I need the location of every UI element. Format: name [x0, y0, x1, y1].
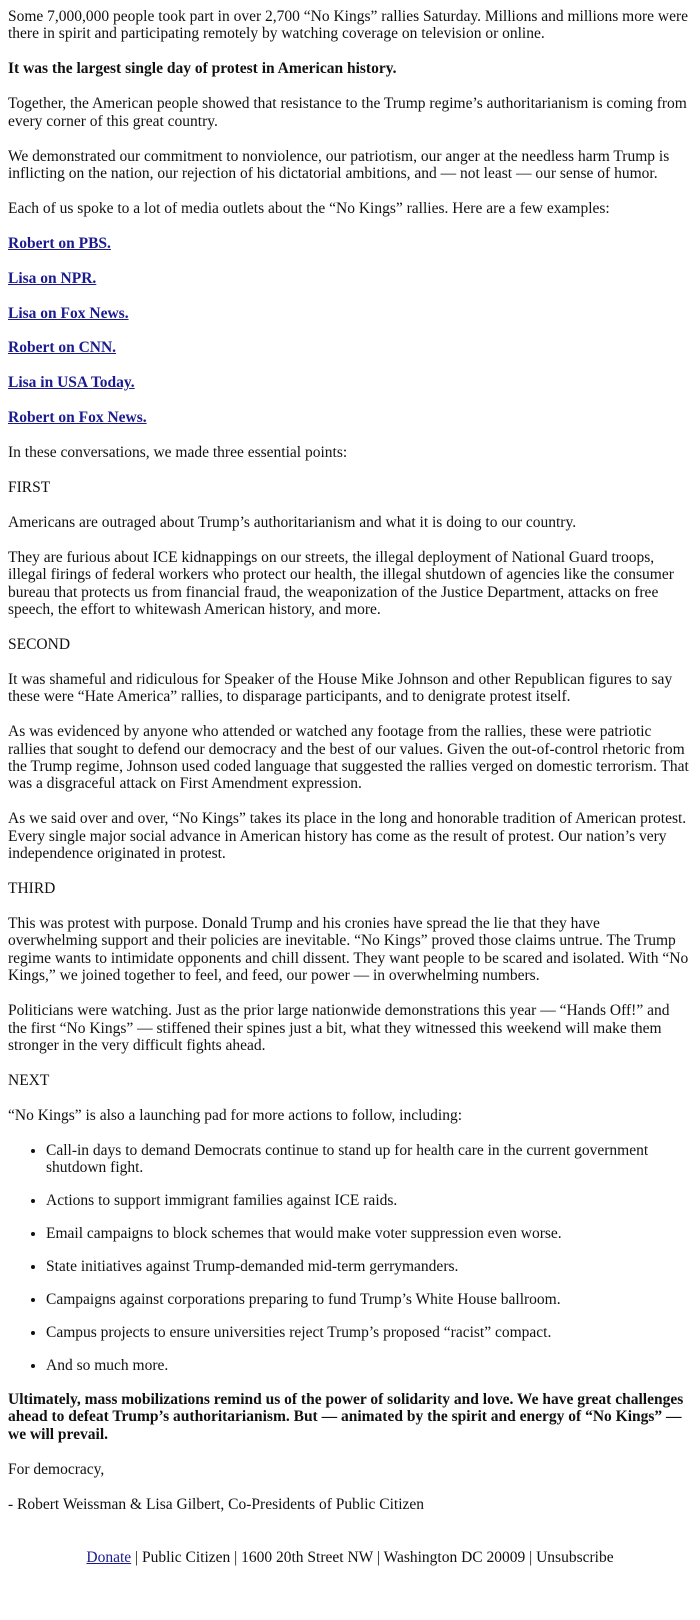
section-heading-next: NEXT	[8, 1071, 50, 1089]
closing-statement	[8, 1391, 692, 1443]
third-paragraph: This was protest with purpose. Donald Trump and his cronies have spread the lie that they have overwhelming support and their policies are inevitable. “No Kings” proved those claims untrue. The Trump regime wants to intimidate opponents and chill dissent. They want people to be scared and isolated. With “No Kings,” we joined together to feel, and feed, our power — in overwhelming numbers.	[8, 915, 689, 985]
intro-paragraph: Each of us spoke to a lot of media outlets about the “No Kings” rallies. Here are a few examples:	[8, 199, 610, 217]
footer-address: | Public Citizen | 1600 20th Street NW | Washington DC 20009 | Unsubscribe	[131, 1548, 614, 1566]
media-link-robert-pbs[interactable]: Robert on PBS.	[8, 234, 111, 252]
second-paragraph: As we said over and over, “No Kings” takes its place in the long and honorable tradition of American protest. Every single major social advance in American history has come as the result of protest. Our nation’s very independence originated in protest.	[8, 810, 687, 863]
media-link-lisa-npr[interactable]: Lisa on NPR.	[8, 269, 97, 287]
list-item: • Email campaigns to block schemes that would make voter suppression even worse.	[46, 1225, 692, 1242]
second-paragraph: It was shameful and ridiculous for Speaker of the House Mike Johnson and other Republican figures to say these were “Hate America” rallies, to disparage participants, and to denigrate protest itself.	[8, 670, 673, 706]
list-item: • And so much more.	[46, 1357, 692, 1374]
section-heading-second: SECOND	[8, 636, 71, 654]
section-heading-third: THIRD	[8, 880, 56, 898]
intro-bold-statement	[8, 60, 692, 77]
list-item: • Actions to support immigrant families against ICE raids.	[46, 1192, 692, 1209]
intro-paragraph: We demonstrated our commitment to nonviolence, our patriotism, our anger at the needless harm Trump is inflicting on the nation, our rejection of his dictatorial ambitions, and — not least — our sense of humor.	[8, 147, 670, 182]
list-item: • Campus projects to ensure universities reject Trump’s proposed “racist” compact.	[46, 1324, 692, 1341]
media-link-lisa-usatoday[interactable]: Lisa in USA Today.	[8, 374, 135, 392]
next-intro: “No Kings” is also a launching pad for more actions to follow, including:	[8, 1106, 462, 1124]
media-link-lisa-fox[interactable]: Lisa on Fox News.	[8, 304, 129, 322]
signature: - Robert Weissman & Lisa Gilbert, Co-Presidents of Public Citizen	[8, 1495, 425, 1513]
first-paragraph: They are furious about ICE kidnappings on our streets, the illegal deployment of National Guard troops, illegal firings of federal workers who protect our health, the illegal shutdown of agencies like the consumer bureau that protects us from financial fraud, the weaponization of the Justice Department, attacks on free speech, the effort to whitewash American history, and more.	[8, 548, 674, 619]
second-paragraph: As was evidenced by anyone who attended or watched any footage from the rallies, these were patriotic rallies that sought to defend our democracy and the best of our values. Given the out-of-control rhetoric from the Trump regime, Johnson used coded language that suggested the rallies verged on domestic terrorism. That was a disgraceful attack on First Amendment expression.	[8, 723, 689, 793]
intro-paragraph: Together, the American people showed that resistance to the Trump regime’s authoritarianism is coming from every corner of this great country.	[8, 95, 687, 130]
section-heading-first: FIRST	[8, 479, 51, 497]
list-item: • State initiatives against Trump-demanded mid-term gerrymanders.	[46, 1258, 692, 1275]
third-paragraph: Politicians were watching. Just as the prior large nationwide demonstrations this year — “Hands Off!” and the first “No Kings” — stiffened their spines just a bit, what they witnessed this weekend will make them stronger in the very difficult fights ahead.	[8, 1002, 670, 1054]
media-link-robert-fox[interactable]: Robert on Fox News.	[8, 409, 147, 427]
list-item: • Campaigns against corporations preparing to fund Trump’s White House ballroom.	[46, 1291, 692, 1308]
donate-link[interactable]: Donate	[86, 1548, 132, 1566]
first-paragraph: Americans are outraged about Trump’s authoritarianism and what it is doing to our country.	[8, 514, 577, 531]
footer	[8, 1549, 692, 1566]
intro-paragraph: Some 7,000,000 people took part in over 2,700 “No Kings” rallies Saturday. Millions and millions more were there in spirit and participating remotely by watching coverage on television or online.	[8, 8, 689, 43]
media-link-robert-cnn[interactable]: Robert on CNN.	[8, 339, 117, 357]
list-item: • Call-in days to demand Democrats continue to stand up for health care in the current government shutdown fight.	[46, 1142, 692, 1177]
bold-text: Ultimately, mass mobilizations remind us of the power of solidarity and love. We have great challenges ahead to defeat Trump’s authoritarianism. But — animated by the spirit and energy of “No Kings” — we will prevail.	[8, 1390, 684, 1443]
signoff: For democracy,	[8, 1460, 105, 1478]
points-intro: In these conversations, we made three essential points:	[8, 444, 348, 462]
bold-text: It was the largest single day of protest in American history.	[8, 60, 397, 78]
action-list	[8, 1142, 692, 1374]
